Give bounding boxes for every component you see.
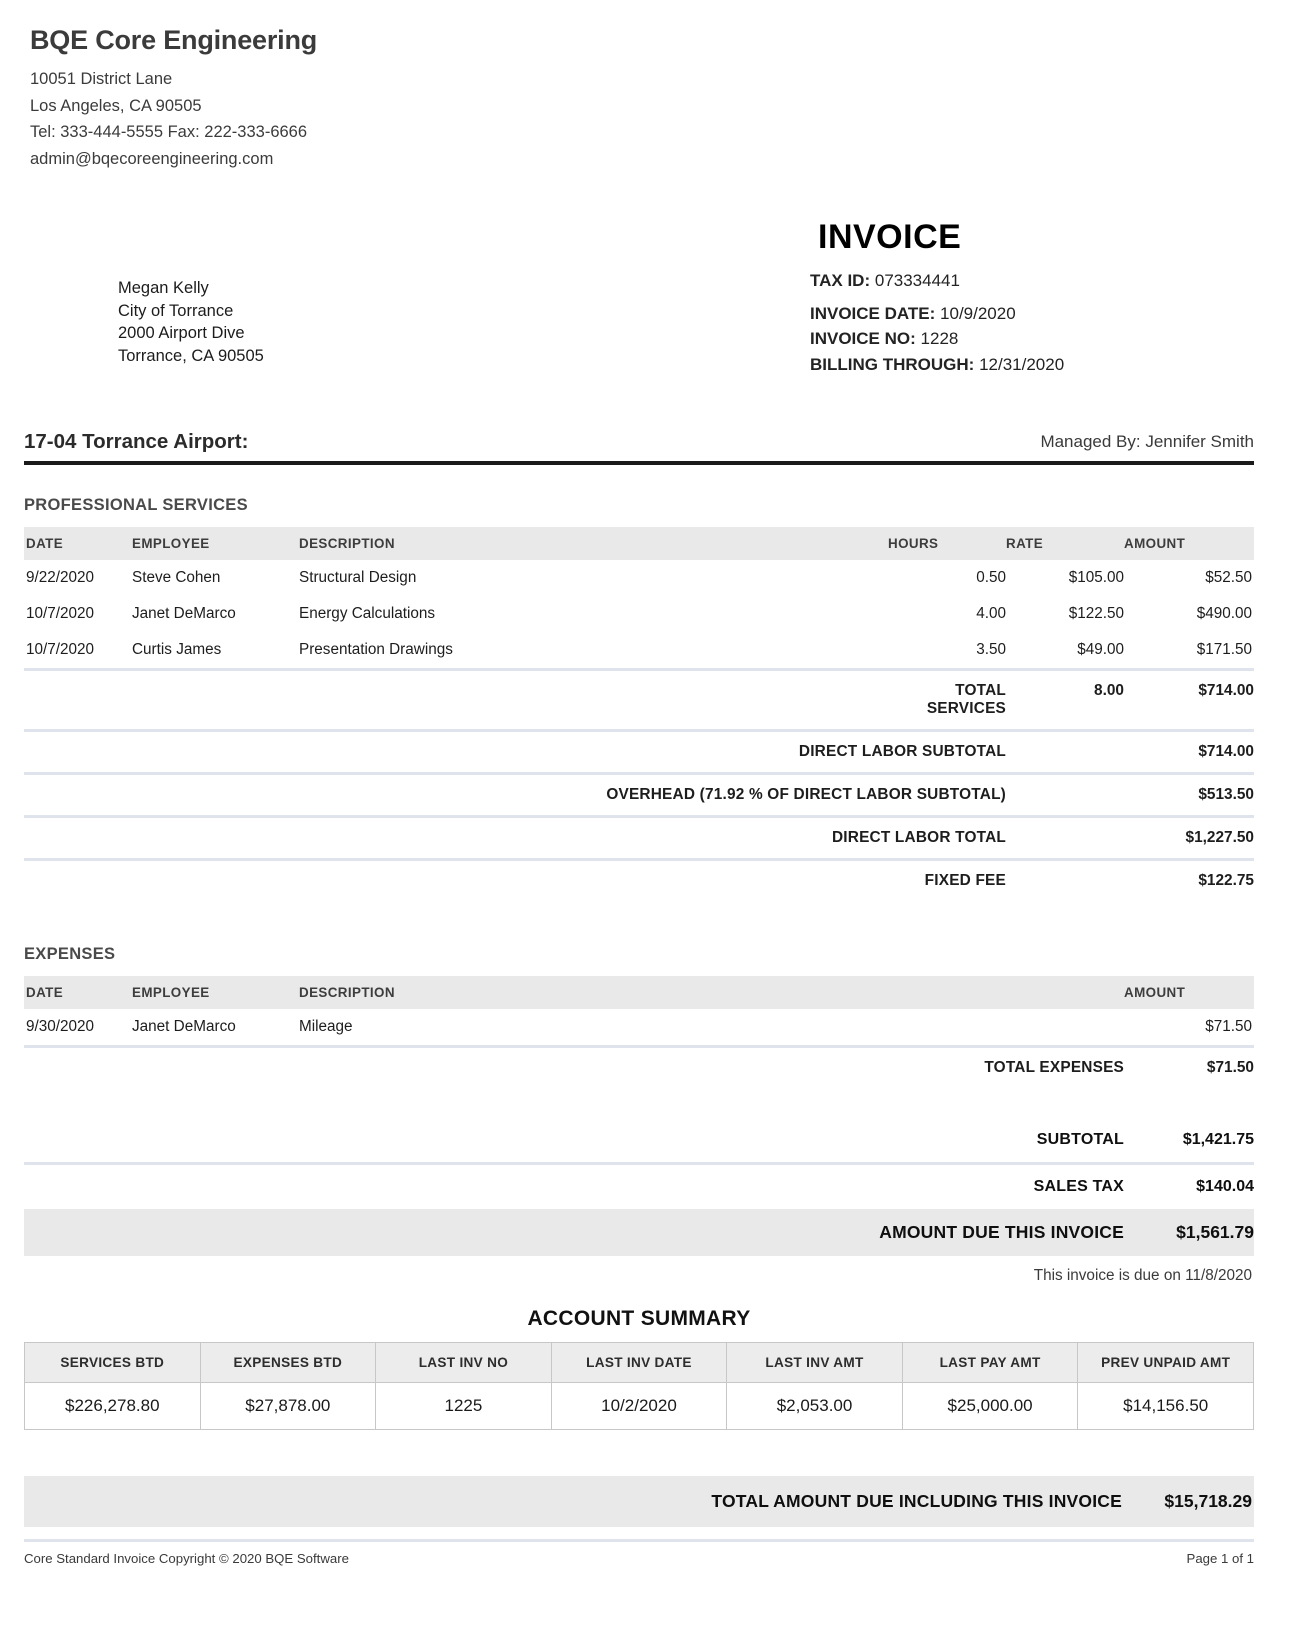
cell-date: 10/7/2020	[26, 605, 95, 622]
column-header-last-inv-date: LAST INV DATE	[551, 1343, 727, 1383]
column-header-last-inv-no: LAST INV NO	[376, 1343, 552, 1383]
total-services-label: TOTAL SERVICES	[926, 682, 1006, 717]
cell-last-inv-date: 10/2/2020	[551, 1383, 727, 1430]
cell-date: 10/7/2020	[26, 641, 95, 658]
direct-labor-total-amount: $1,227.50	[1185, 829, 1254, 846]
subtotal-label: SUBTOTAL	[1036, 1131, 1124, 1148]
column-header-description: DESCRIPTION	[299, 976, 1124, 1009]
fixed-fee-label: FIXED FEE	[924, 872, 1006, 889]
cell-amount: $490.00	[1196, 605, 1252, 622]
column-header-amount: AMOUNT	[1124, 527, 1254, 560]
total-expenses-label: TOTAL EXPENSES	[984, 1059, 1124, 1076]
footer-page-number: Page 1 of 1	[1186, 1551, 1254, 1566]
page-footer	[24, 1539, 1254, 1566]
invoice-billing-through-value: 12/31/2020	[979, 354, 1065, 374]
project-managed-by: Managed By: Jennifer Smith	[1040, 432, 1254, 451]
direct-labor-subtotal-row	[24, 731, 1254, 774]
direct-labor-total-label: DIRECT LABOR TOTAL	[831, 829, 1006, 846]
company-address-line1: 10051 District Lane	[30, 70, 173, 88]
due-date-note: This invoice is due on 11/8/2020	[1033, 1267, 1252, 1284]
cell-description: Structural Design	[299, 569, 417, 586]
project-header	[24, 430, 1254, 465]
cell-amount: $52.50	[1205, 569, 1252, 586]
cell-date: 9/22/2020	[26, 569, 95, 586]
sales-tax-row	[24, 1164, 1254, 1210]
project-title: 17-04 Torrance Airport:	[24, 430, 249, 453]
cell-employee: Janet DeMarco	[132, 605, 236, 622]
cell-rate: $105.00	[1068, 569, 1124, 586]
bill-to-address	[118, 277, 264, 367]
cell-expenses-btd: $27,878.00	[200, 1383, 376, 1430]
professional-services-title: PROFESSIONAL SERVICES	[24, 496, 248, 514]
invoice-date	[810, 301, 1230, 327]
table-header-row	[24, 527, 1254, 560]
invoice-tax-id-label: TAX ID:	[810, 271, 871, 290]
invoice-body	[24, 496, 1254, 1527]
cell-date: 9/30/2020	[26, 1018, 95, 1035]
company-address-line2: Los Angeles, CA 90505	[30, 96, 202, 115]
sales-tax-label: SALES TAX	[1033, 1178, 1124, 1195]
cell-services-btd: $226,278.80	[25, 1383, 201, 1430]
invoice-number	[810, 326, 1230, 352]
table-header-row	[25, 1343, 1254, 1383]
invoice-date-value: 10/9/2020	[940, 303, 1016, 323]
company-phone-fax: Tel: 333-444-5555 Fax: 222-333-6666	[30, 123, 308, 141]
column-header-services-btd: SERVICES BTD	[25, 1343, 201, 1383]
column-header-last-pay-amt: LAST PAY AMT	[902, 1343, 1078, 1383]
company-email: admin@bqecoreengineering.com	[30, 149, 274, 168]
fixed-fee-row	[24, 860, 1254, 902]
sales-tax-amount: $140.04	[1196, 1178, 1254, 1195]
invoice-number-label: INVOICE NO:	[810, 329, 916, 348]
invoice-number-value: 1228	[920, 329, 959, 348]
grand-total-row	[24, 1476, 1254, 1527]
grand-total-amount: $15,718.29	[1164, 1491, 1252, 1511]
overhead-row	[24, 774, 1254, 817]
cell-last-inv-amt: $2,053.00	[727, 1383, 903, 1430]
table-row	[24, 596, 1254, 632]
professional-services-table	[24, 527, 1254, 901]
total-expenses-row	[24, 1047, 1254, 1089]
cell-rate: $49.00	[1077, 641, 1124, 658]
direct-labor-total-row	[24, 817, 1254, 860]
column-header-last-inv-amt: LAST INV AMT	[727, 1343, 903, 1383]
company-name: BQE Core Engineering	[30, 25, 318, 55]
overhead-amount: $513.50	[1198, 786, 1254, 803]
account-summary-table	[24, 1342, 1254, 1430]
bill-to-name: Megan Kelly	[118, 279, 209, 297]
overhead-label: OVERHEAD (71.92 % OF DIRECT LABOR SUBTOTAL)	[606, 786, 1006, 803]
table-header-row	[24, 976, 1254, 1009]
cell-employee: Curtis James	[132, 641, 222, 658]
total-services-hours: 8.00	[1094, 682, 1124, 699]
cell-hours: 0.50	[976, 569, 1006, 586]
cell-hours: 4.00	[976, 605, 1006, 622]
column-header-rate: RATE	[1006, 527, 1124, 560]
cell-description: Mileage	[299, 1018, 353, 1035]
invoice-date-label: INVOICE DATE:	[810, 303, 936, 323]
cell-prev-unpaid-amt: $14,156.50	[1078, 1383, 1254, 1430]
invoice-title: INVOICE	[818, 218, 962, 256]
grand-total-label: TOTAL AMOUNT DUE INCLUDING THIS INVOICE	[711, 1491, 1122, 1511]
column-header-expenses-btd: EXPENSES BTD	[200, 1343, 376, 1383]
cell-hours: 3.50	[976, 641, 1006, 658]
invoice-meta-block	[810, 218, 1230, 377]
invoice-totals-table	[24, 1118, 1254, 1256]
amount-due-label: AMOUNT DUE THIS INVOICE	[24, 1209, 1124, 1256]
invoice-tax-id-value: 073334441	[874, 271, 960, 290]
table-row	[25, 1383, 1254, 1430]
expenses-title: EXPENSES	[24, 945, 116, 963]
bill-to-city-state-zip: Torrance, CA 90505	[118, 346, 264, 365]
column-header-amount: AMOUNT	[1124, 976, 1254, 1009]
table-row	[24, 1009, 1254, 1047]
subtotal-amount: $1,421.75	[1182, 1131, 1254, 1148]
fixed-fee-amount: $122.75	[1198, 872, 1254, 889]
expenses-table	[24, 976, 1254, 1088]
cell-last-pay-amt: $25,000.00	[902, 1383, 1078, 1430]
table-row	[24, 632, 1254, 670]
invoice-billing-through	[810, 352, 1230, 378]
total-expenses-amount: $71.50	[1206, 1059, 1254, 1076]
subtotal-row	[24, 1118, 1254, 1164]
footer-copyright: Core Standard Invoice Copyright © 2020 BQE Software	[24, 1551, 349, 1566]
bill-to-street: 2000 Airport Dive	[118, 324, 245, 343]
column-header-employee: EMPLOYEE	[132, 976, 299, 1009]
direct-labor-subtotal-label: DIRECT LABOR SUBTOTAL	[798, 743, 1006, 760]
column-header-date: DATE	[24, 976, 132, 1009]
cell-description: Presentation Drawings	[299, 641, 453, 658]
invoice-billing-through-label: BILLING THROUGH:	[810, 354, 975, 374]
cell-rate: $122.50	[1068, 605, 1124, 622]
cell-employee: Janet DeMarco	[132, 1018, 236, 1035]
column-header-description: DESCRIPTION	[299, 527, 888, 560]
column-header-hours: HOURS	[888, 527, 1006, 560]
table-row	[24, 560, 1254, 596]
bill-to-organization: City of Torrance	[118, 301, 234, 320]
column-header-prev-unpaid-amt: PREV UNPAID AMT	[1078, 1343, 1254, 1383]
amount-due-amount: $1,561.79	[1124, 1209, 1254, 1256]
cell-description: Energy Calculations	[299, 605, 436, 622]
cell-amount: $171.50	[1196, 641, 1252, 658]
direct-labor-subtotal-amount: $714.00	[1198, 743, 1254, 760]
column-header-employee: EMPLOYEE	[132, 527, 299, 560]
cell-amount: $71.50	[1205, 1018, 1252, 1035]
company-address	[30, 66, 1254, 172]
invoice-tax-id	[810, 268, 1230, 294]
cell-last-inv-no: 1225	[376, 1383, 552, 1430]
total-services-amount: $714.00	[1198, 682, 1254, 699]
cell-employee: Steve Cohen	[132, 569, 221, 586]
amount-due-row	[24, 1209, 1254, 1256]
total-services-row	[24, 670, 1254, 731]
column-header-date: DATE	[24, 527, 132, 560]
account-summary-heading: ACCOUNT SUMMARY	[527, 1307, 751, 1330]
